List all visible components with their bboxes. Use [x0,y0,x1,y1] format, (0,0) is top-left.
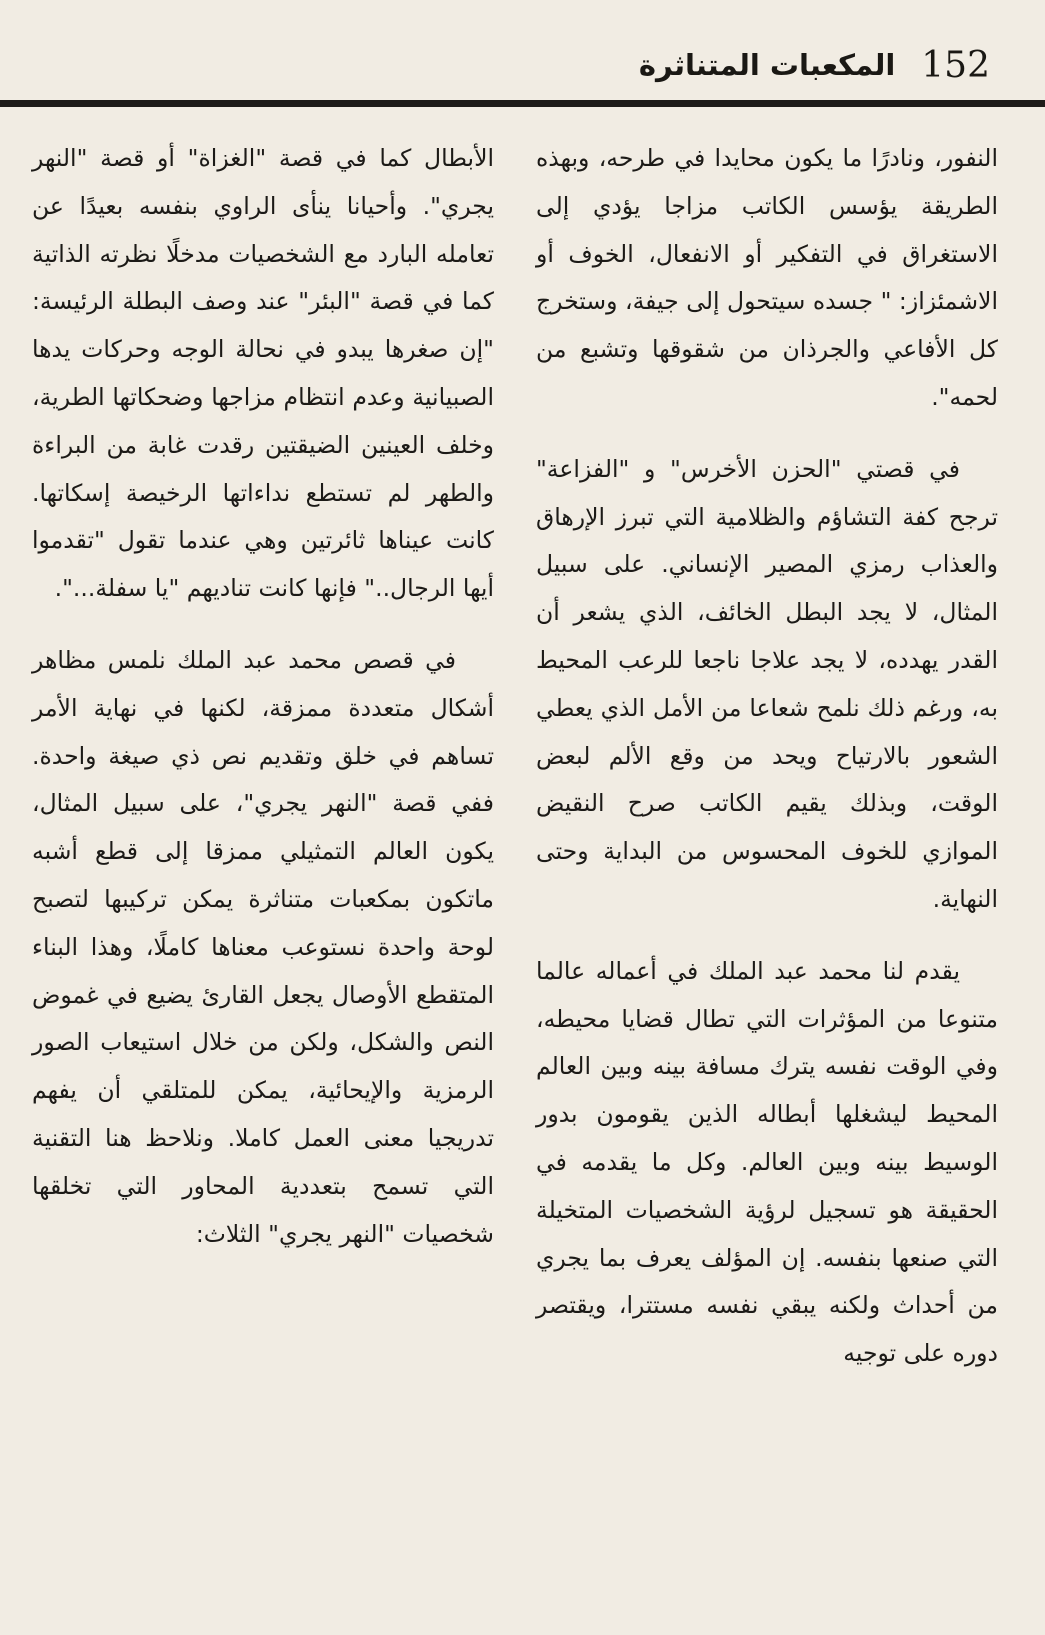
paragraph: النفور، ونادرًا ما يكون محايدا في طرحه، وبهذه الطريقة يؤسس الكاتب مزاجا يؤدي إلى الاستغراق في التفكير أو الانفعال، الخوف أو الاشمئزاز: " جسده سيتحول إلى جيفة، وستخرج كل الأفاعي والجرذان من شقوقها وتشبع من لحمه". [536,144,998,411]
left-column [32,135,494,1258]
paragraph: يقدم لنا محمد عبد الملك في أعماله عالما متنوعا من المؤثرات التي تطال قضايا محيطه، وفي الوقت نفسه يترك مسافة بينه وبين العالم المحيط ليشغلها أبطاله الذين يقومون بدور الوسيط بينه وبين العالم. وكل ما يقدمه في الحقيقة هو تسجيل لرؤية الشخصيات المتخيلة التي صنعها بنفسه. إن المؤلف يعرف بما يجري من أحداث ولكنه يبقي نفسه مستترا، ويقتصر دوره على توجيه [536,956,998,1368]
page-number: 152 [921,44,990,86]
paragraph: الأبطال كما في قصة "الغزاة" أو قصة "النهر يجري". وأحيانا ينأى الراوي بنفسه بعيدًا عن تعامله البارد مع الشخصيات مدخلًا نظرته الذاتية كما في قصة "البئر" عند وصف البطلة الرئيسة: "إن صغرها يبدو في نحالة الوجه وحركات يدها الصبيانية وعدم انتظام مزاجها وضحكاتها الطرية، وخلف العينين الضيقتين رقدت غابة من البراءة والطهر لم تستطع نداءاتها الرخيصة إسكاتها. كانت عيناها ثائرتين وهي عندما تقول "تقدموا أيها الرجال.." فإنها كانت تناديهم "يا سفلة...". [32,144,494,603]
page-header [30,40,990,90]
paragraph: في قصتي "الحزن الأخرس" و "الفزاعة" ترجح كفة التشاؤم والظلامية التي تبرز الإرهاق والعذاب رمزي المصير الإنساني. على سبيل المثال، لا يجد البطل الخائف، الذي يشعر أن القدر يهدده، لا يجد علاجا ناجعا للرعب المحيط به، ورغم ذلك نلمح شعاعا من الأمل الذي يعطي الشعور بالارتياح ويحد من وقع الألم لبعض الوقت، وبذلك يقيم الكاتب صرح النقيض الموازي للخوف المحسوس من البداية وحتى النهاية. [536,454,998,913]
header-rule [0,100,1045,107]
paragraph: في قصص محمد عبد الملك نلمس مظاهر أشكال متعددة ممزقة، لكنها في نهاية الأمر تساهم في خلق وتقديم نص ذي صيغة واحدة. ففي قصة "النهر يجري"، على سبيل المثال، يكون العالم التمثيلي ممزقا إلى قطع أشبه ماتكون بمكعبات متناثرة يمكن تركيبها لتصبح لوحة واحدة نستوعب معناها كاملًا، وهذا البناء المتقطع الأوصال يجعل القارئ يضيع في غموض النص والشكل، ولكن من خلال استيعاب الصور الرمزية والإيحائية، يمكن للمتلقي أن يفهم تدريجيا معنى العمل كاملا. ونلاحظ هنا التقنية التي تسمح بتعددية المحاور التي تخلقها شخصيات "النهر يجري" الثلاث: [32,645,494,1248]
running-title: المكعبات المتناثرة [638,48,896,82]
right-column [536,135,998,1378]
